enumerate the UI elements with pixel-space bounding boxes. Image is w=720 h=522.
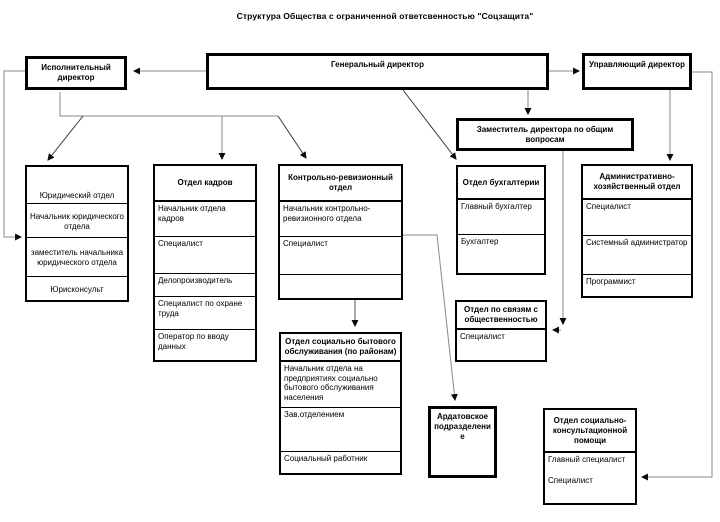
node-managing-director	[582, 53, 692, 90]
dept-control-row-1: Специалист	[280, 236, 401, 274]
dept-accounting-row-1: Бухгалтер	[458, 234, 544, 273]
node-ardatov	[428, 406, 497, 478]
dept-hr-row-4: Оператор по вводу данных	[155, 329, 255, 360]
dept-legal-row-2: заместитель начальника юридического отдела	[27, 237, 127, 276]
dept-social-service-row-1: Зав.отделением	[281, 407, 400, 451]
dept-consulting-row-1: Специалист	[548, 476, 593, 485]
connector-executive-to-legal-left	[4, 71, 25, 237]
node-deputy-general-label: Заместитель директора по общим вопросам	[476, 124, 614, 144]
dept-pr-row-0: Специалист	[460, 332, 505, 341]
connector-branch-to-legal	[48, 116, 83, 160]
dept-social-service-row-2: Социальный работник	[281, 451, 400, 473]
dept-legal-row-3: Юрисконсульт	[27, 276, 127, 300]
dept-hr	[153, 164, 257, 362]
node-general-director	[206, 53, 549, 90]
connector-general-to-accounting	[403, 90, 456, 159]
node-deputy-general	[456, 118, 634, 151]
dept-hr-row-1: Специалист	[155, 236, 255, 273]
node-general-director-label: Генеральный директор	[331, 60, 424, 69]
dept-accounting	[456, 165, 546, 275]
dept-hr-row-0: Начальник отдела кадров	[158, 204, 226, 223]
connector-executive-branch-bus	[60, 92, 278, 116]
dept-control-row-2	[280, 274, 401, 298]
dept-admin	[581, 164, 693, 298]
chart-title: Структура Общества с ограниченной ответсвенностью "Соцзащита"	[236, 11, 534, 21]
node-managing-director-label: Управляющий директор	[589, 60, 685, 69]
dept-pr	[455, 300, 547, 362]
dept-admin-row-1: Системный администратор	[583, 235, 691, 274]
dept-legal-row-0: Юридический отдел	[39, 191, 115, 200]
dept-accounting-header: Отдел бухгалтерии	[458, 167, 544, 200]
dept-legal-row-1: Начальник юридического отдела	[27, 203, 127, 237]
dept-consulting	[543, 408, 637, 505]
dept-accounting-row-0: Главный бухгалтер	[461, 202, 532, 211]
connector-control-to-ardatov	[403, 235, 455, 400]
dept-social-service-row-0: Начальник отдела на предприятиях социально бытового обслуживания населения	[284, 364, 378, 402]
node-executive-director	[25, 56, 127, 90]
dept-control-header: Контрольно-ревизионный отдел	[280, 166, 401, 202]
dept-admin-row-0: Специалист	[586, 202, 631, 211]
dept-control	[278, 164, 403, 300]
dept-hr-row-3: Специалист по охране труда	[155, 296, 255, 329]
dept-legal	[25, 165, 129, 302]
dept-admin-row-2: Программист	[583, 274, 691, 296]
dept-control-row-0: Начальник контрольно-ревизионного отдела	[283, 204, 371, 223]
dept-consulting-header: Отдел социально-консультационной помощи	[545, 410, 635, 453]
connector-branch-to-control	[278, 116, 306, 158]
dept-consulting-row-0: Главный специалист	[548, 455, 626, 464]
dept-hr-row-2: Делопроизводитель	[155, 273, 255, 296]
dept-pr-header: Отдел по связям с общественностью	[457, 302, 545, 330]
node-ardatov-label: Ардатовское подразделение	[434, 412, 491, 441]
dept-admin-header: Административно-хозяйственный отдел	[583, 166, 691, 200]
dept-social-service	[279, 332, 402, 475]
node-executive-director-label: Исполнительный директор	[41, 63, 111, 82]
dept-hr-header: Отдел кадров	[155, 166, 255, 202]
dept-social-service-header: Отдел социально бытового обслуживания (по районам)	[281, 334, 400, 362]
